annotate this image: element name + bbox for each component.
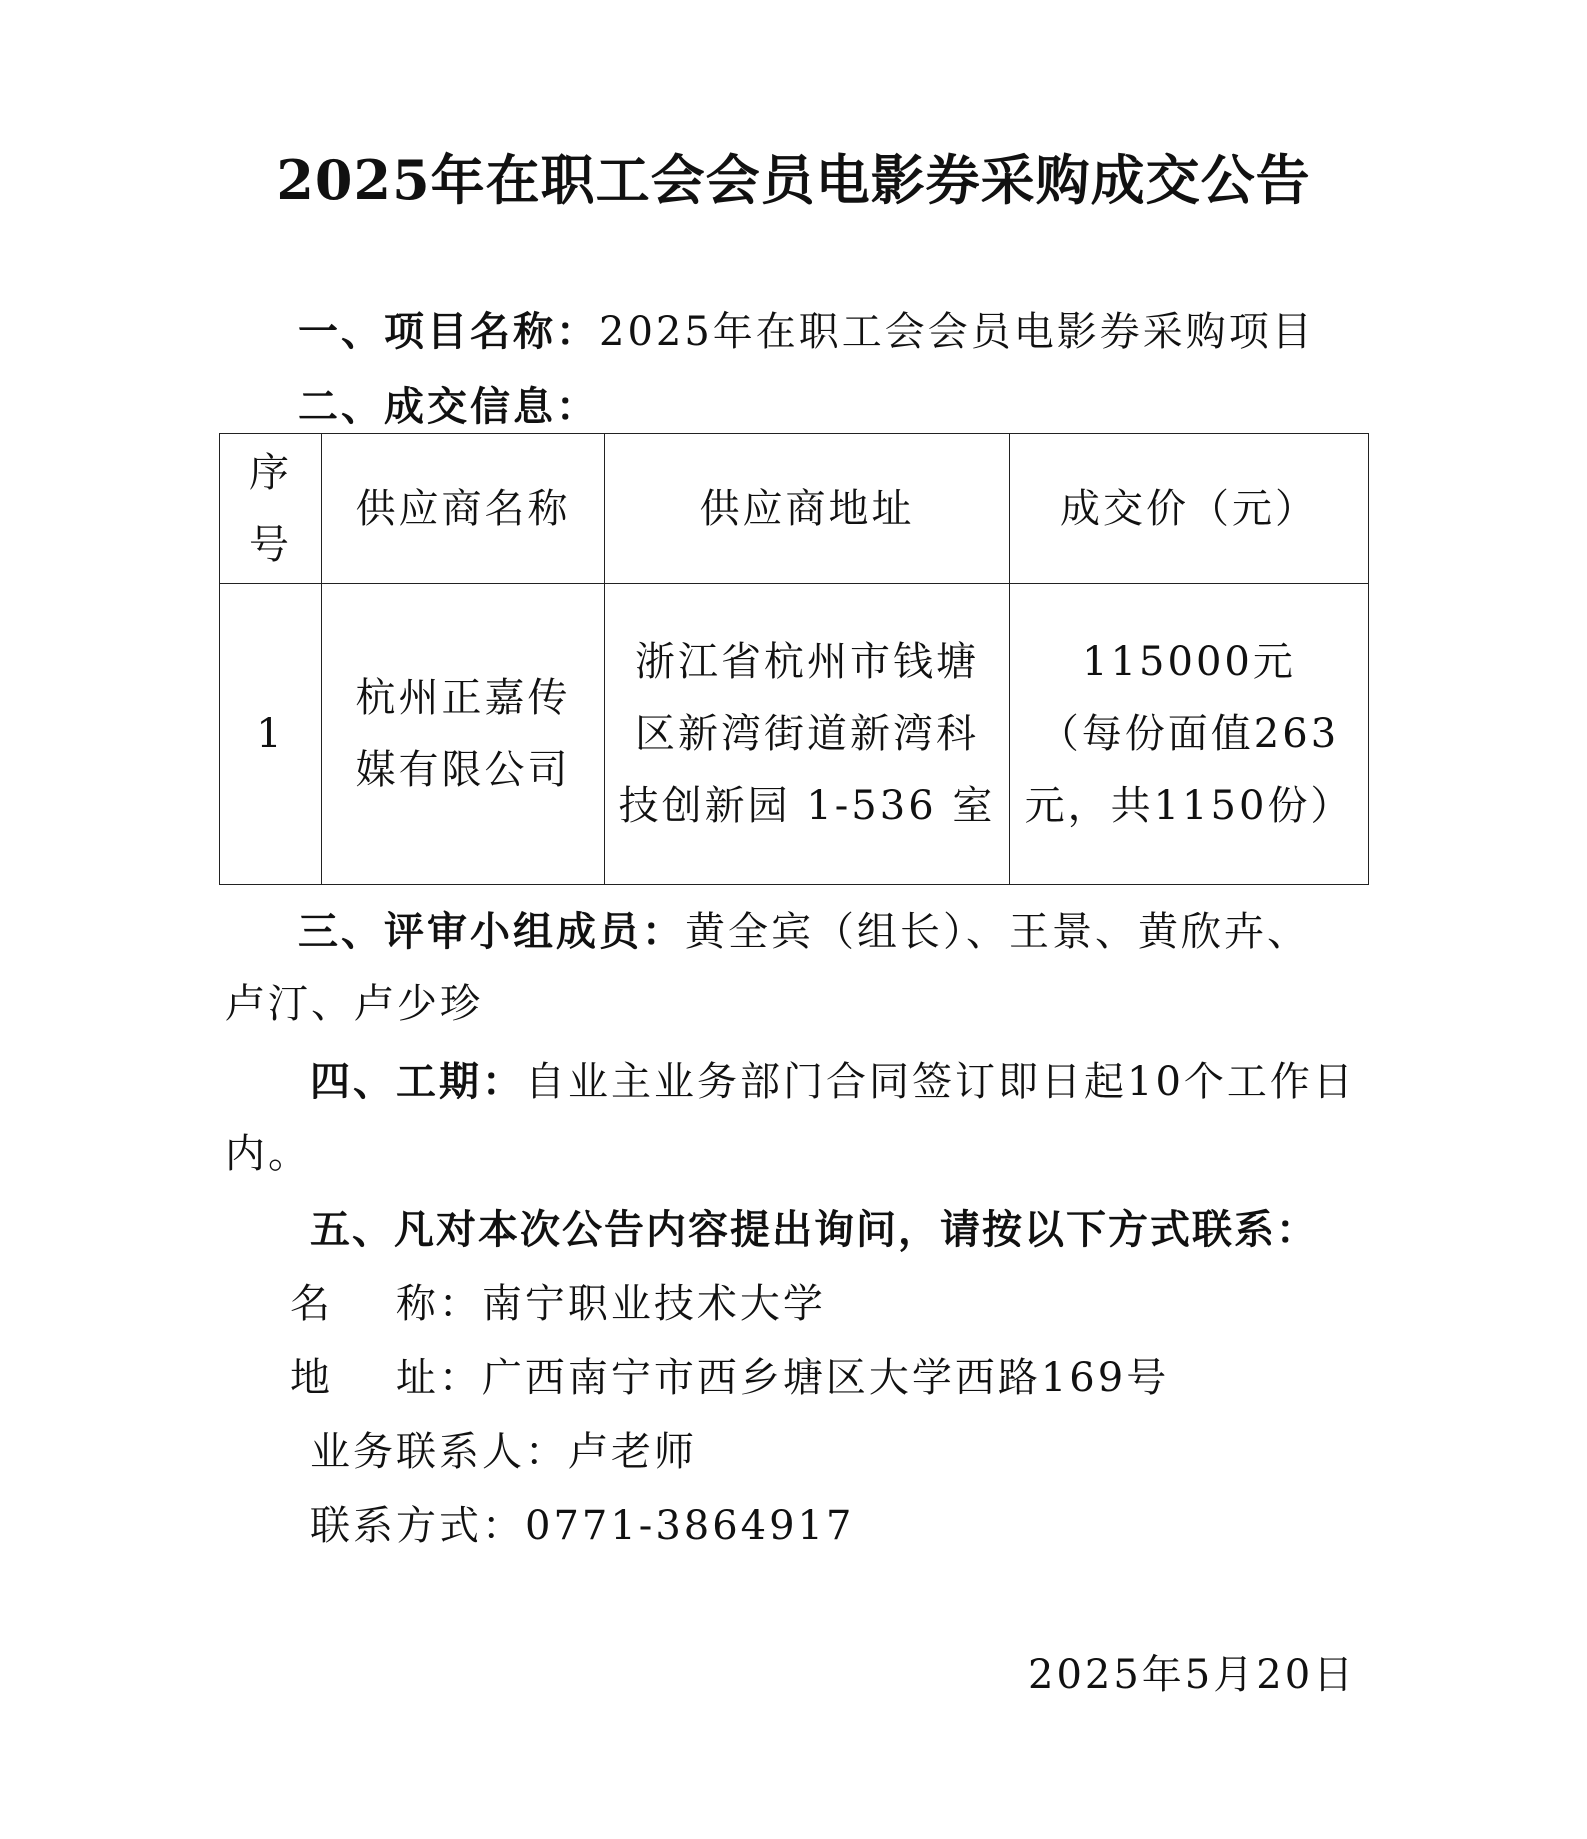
duration-continued: 内。 [225,1131,311,1177]
section-review-panel [298,900,1310,957]
cell-index: 1 [220,584,322,885]
cell-price [1010,584,1369,885]
header-index-line: 序 [249,449,292,496]
cell-supplier-address [605,584,1010,885]
contact-person-row [310,1420,697,1477]
contact-phone-label: 联系方式： [310,1503,525,1549]
header-price: 成交价（元） [1010,434,1369,584]
cell-text-line: 杭州正嘉传 [355,675,571,721]
cell-supplier-name [322,584,605,885]
review-members-value: 黄全宾（组长）、王景、黄欣卉、 [685,909,1310,955]
review-members-continued: 卢汀、卢少珍 [225,981,483,1027]
project-name-value: 2025年在职工会会员电影券采购项目 [599,309,1315,355]
section-project-name [298,300,1315,357]
cell-text-line: 技创新园 1-536 室 [618,783,996,829]
contact-address-label: 地 址： [290,1355,482,1401]
cell-text-line: 浙江省杭州市钱塘 [635,639,979,685]
contact-phone-value: 0771-3864917 [525,1503,855,1549]
section-5-label: 五、凡对本次公告内容提出询问，请按以下方式联系： [310,1206,1318,1253]
section-deal-info-label: 二、成交信息： [298,383,599,430]
table-header-row [220,434,1369,584]
section-4-label: 四、工期： [310,1058,525,1105]
section-duration [310,1050,1356,1107]
contact-name-row [290,1272,826,1329]
contact-person-label: 业务联系人： [310,1429,568,1475]
cell-text-line: （每份面值263 [1038,711,1340,757]
header-supplier-name: 供应商名称 [322,434,605,584]
header-index [220,434,322,584]
header-index-line: 号 [249,521,292,568]
cell-text-line: 元，共1150份） [1024,783,1354,829]
section-1-label: 一、项目名称： [298,308,599,355]
contact-name-value: 南宁职业技术大学 [481,1281,826,1327]
contact-address-value: 广西南宁市西乡塘区大学西路169号 [481,1355,1170,1401]
section-3-label: 三、评审小组成员： [298,908,685,955]
cell-text-line: 区新湾街道新湾科 [635,711,979,757]
contact-address-row [290,1346,1169,1403]
duration-value: 自业主业务部门合同签订即日起10个工作日 [525,1059,1356,1105]
deal-table [219,433,1369,885]
table-row [220,584,1369,885]
announcement-date: 2025年5月20日 [1028,1652,1357,1698]
contact-phone-row [310,1494,854,1551]
document-title: 2025年在职工会会员电影券采购成交公告 [276,148,1311,212]
contact-name-label: 名 称： [290,1281,482,1327]
contact-person-value: 卢老师 [568,1429,697,1475]
cell-text-line: 媒有限公司 [355,747,571,793]
cell-text-line: 115000元 [1082,639,1296,685]
header-supplier-address: 供应商地址 [605,434,1010,584]
